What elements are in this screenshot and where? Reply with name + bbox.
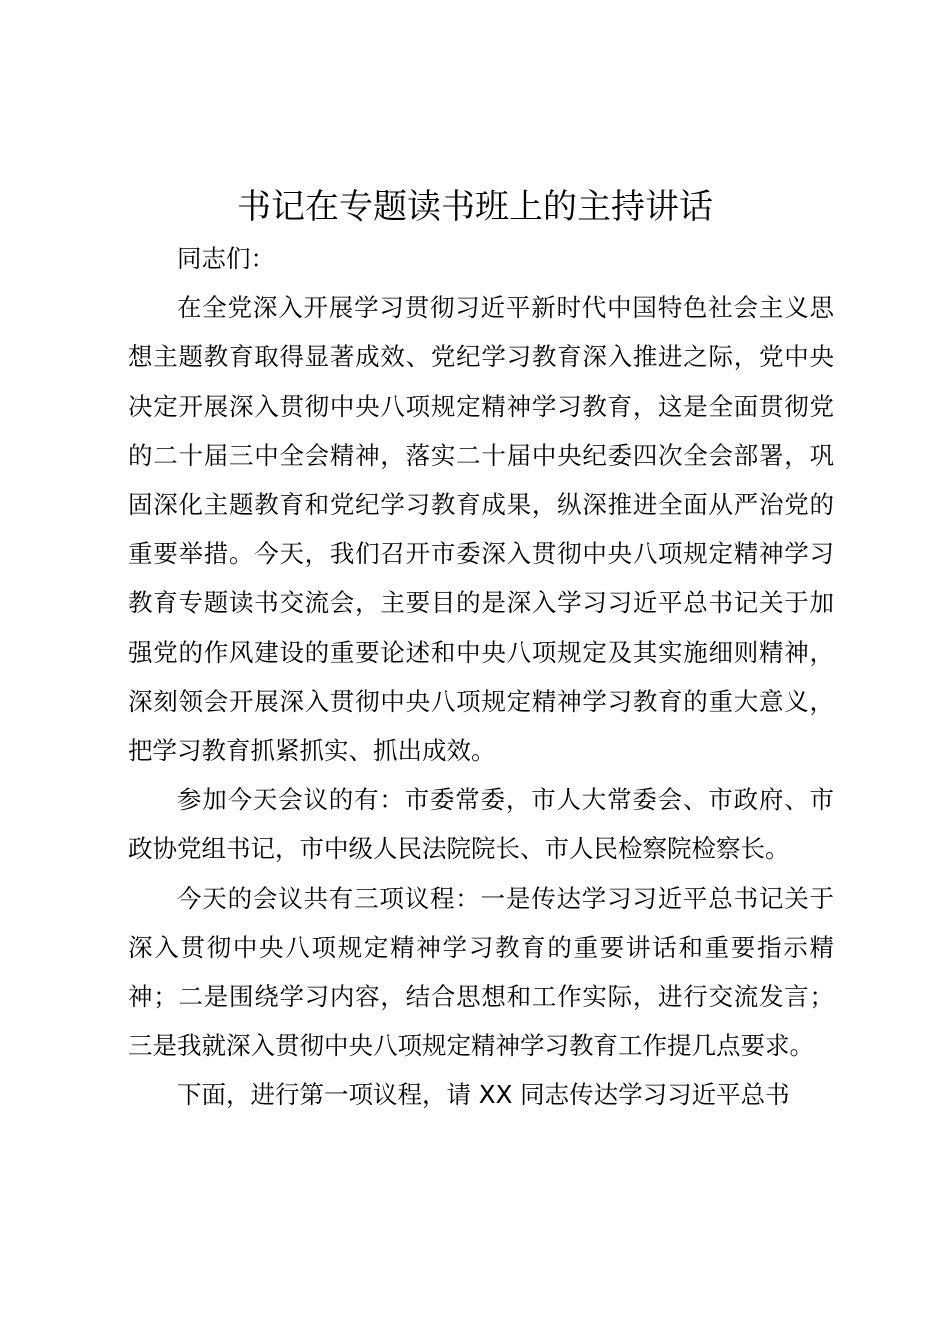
document-title: 书记在专题读书班上的主持讲话 [237, 187, 713, 227]
document-body [128, 234, 834, 1120]
paragraph: 下面，进行第一项议程，请 XX 同志传达学习习近平总书 [177, 1080, 790, 1110]
paragraph: 参加今天会议的有：市委常委，市人大常委会、市政府、市政协党组书记，市中级人民法院院长、市人民检察院检察长。 [128, 785, 834, 864]
greeting: 同志们： [177, 244, 275, 273]
paragraph: 今天的会议共有三项议程：一是传达学习习近平总书记关于深入贯彻中央八项规定精神学习教育的重要讲话和重要指示精神；二是围绕学习内容，结合思想和工作实际，进行交流发言；三是我就深入贯彻中央八项规定精神学习教育工作提几点要求。 [128, 883, 834, 1061]
paragraph: 在全党深入开展学习贯彻习近平新时代中国特色社会主义思想主题教育取得显著成效、党纪学习教育深入推进之际，党中央决定开展深入贯彻中央八项规定精神学习教育，这是全面贯彻党的二十届三中全会精神，落实二十届中央纪委四次全会部署，巩固深化主题教育和党纪学习教育成果，纵深推进全面从严治党的重要举措。今天，我们召开市委深入贯彻中央八项规定精神学习教育专题读书交流会，主要目的是深入学习习近平总书记关于加强党的作风建设的重要论述和中央八项规定及其实施细则精神，深刻领会开展深入贯彻中央八项规定精神学习教育的重大意义，把学习教育抓紧抓实、抓出成效。 [128, 293, 834, 766]
